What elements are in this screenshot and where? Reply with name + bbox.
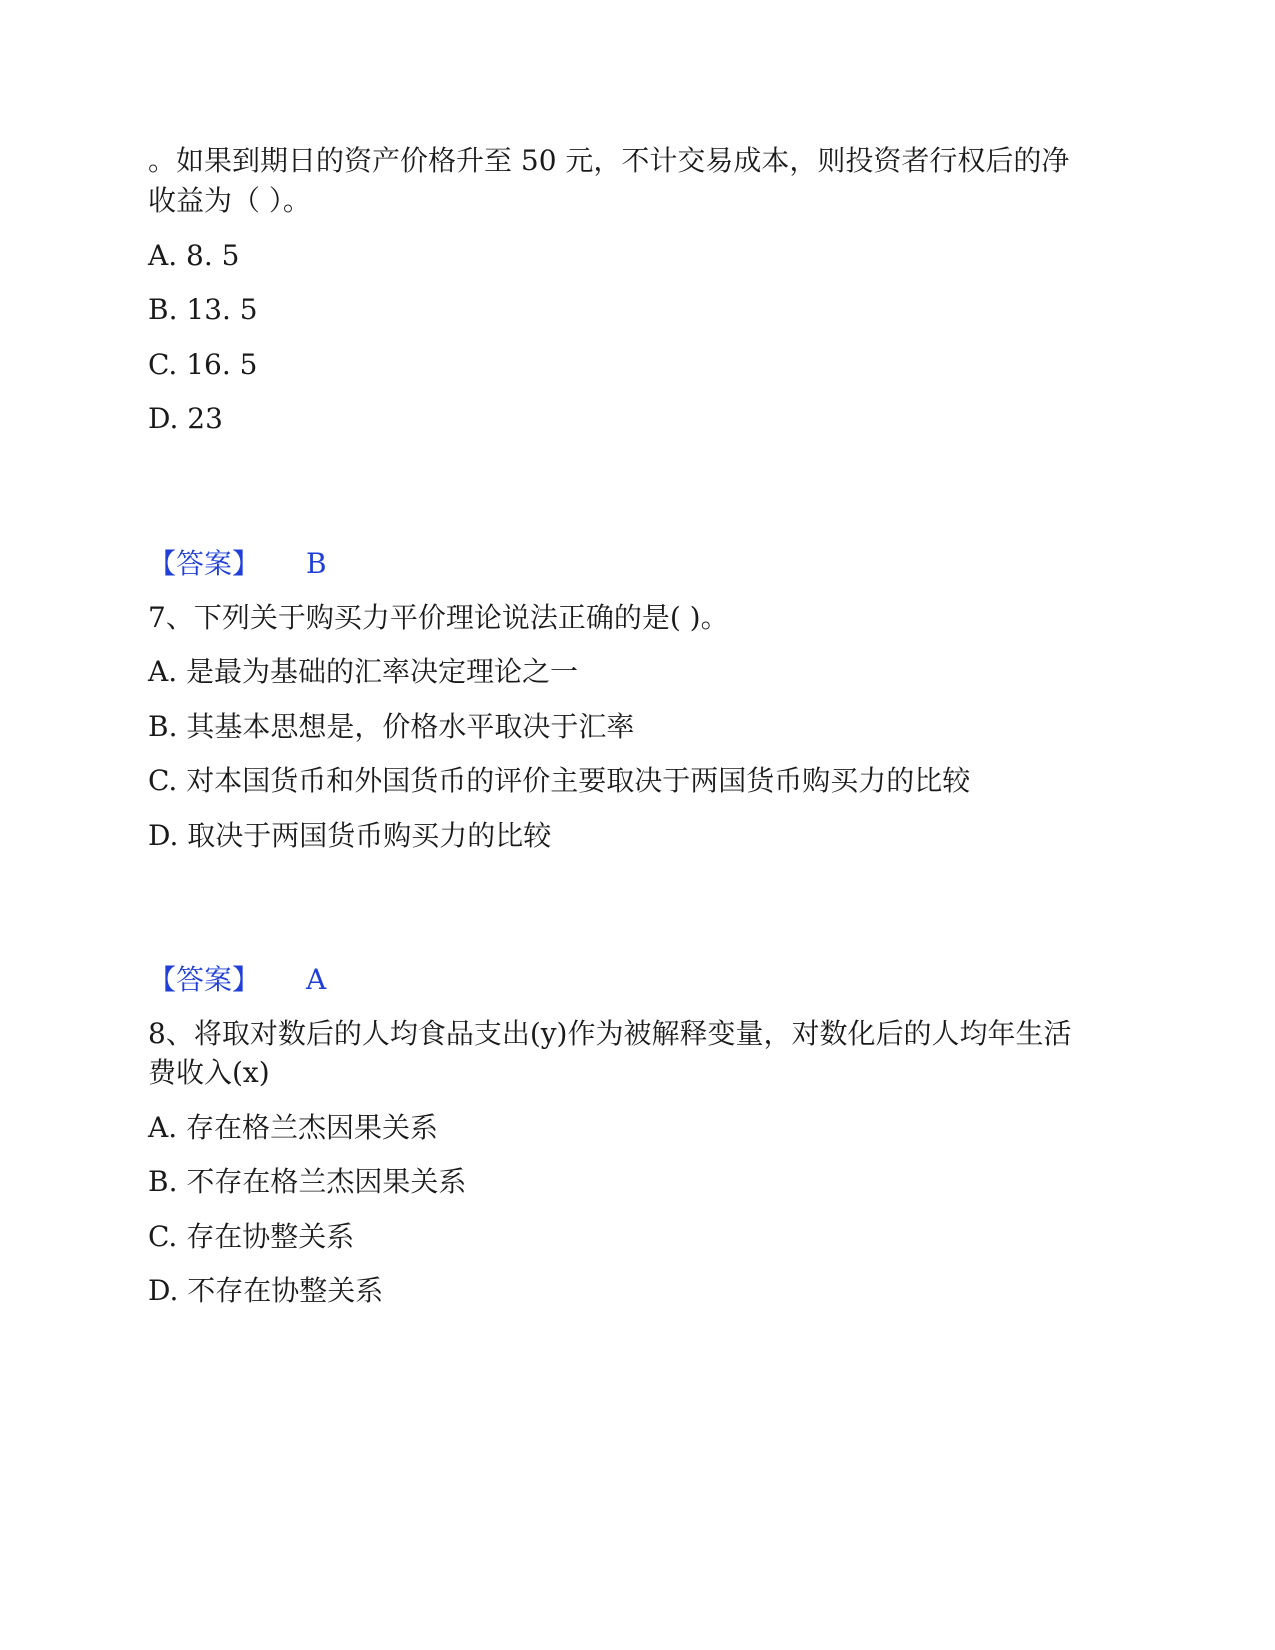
q8-stem-line2: 费收入(x) [148, 1056, 270, 1089]
q7-option-b: B. 其基本思想是，价格水平取决于汇率 [148, 710, 635, 743]
q8-option-d: D. 不存在协整关系 [148, 1274, 384, 1307]
q7-answer [148, 961, 326, 999]
q6-option-d: D. 23 [148, 402, 223, 435]
q6-option-a: A. 8. 5 [148, 239, 240, 272]
q8-stem-line1: 8、将取对数后的人均食品支出(y)作为被解释变量，对数化后的人均年生活 [148, 1017, 1072, 1050]
q7-stem: 7、下列关于购买力平价理论说法正确的是( )。 [148, 601, 729, 634]
q7-answer-value: A [306, 963, 327, 996]
q6-answer [148, 545, 327, 583]
q6-stem-line1: 。如果到期日的资产价格升至 50 元，不计交易成本，则投资者行权后的净 [148, 144, 1070, 177]
q6-answer-label: 【答案】 [148, 547, 261, 580]
q7-option-d: D. 取决于两国货币购买力的比较 [148, 819, 552, 852]
q6-answer-value: B [306, 547, 327, 580]
q6-option-c: C. 16. 5 [148, 348, 258, 381]
q7-option-c: C. 对本国货币和外国货币的评价主要取决于两国货币购买力的比较 [148, 764, 971, 797]
q8-option-b: B. 不存在格兰杰因果关系 [148, 1165, 467, 1198]
q6-option-b: B. 13. 5 [148, 293, 258, 326]
q6-stem-line2: 收益为（ ）。 [148, 184, 311, 217]
q7-answer-label: 【答案】 [148, 963, 261, 996]
q8-option-a: A. 存在格兰杰因果关系 [148, 1111, 439, 1144]
q7-option-a: A. 是最为基础的汇率决定理论之一 [148, 655, 579, 688]
q8-option-c: C. 存在协整关系 [148, 1220, 355, 1253]
